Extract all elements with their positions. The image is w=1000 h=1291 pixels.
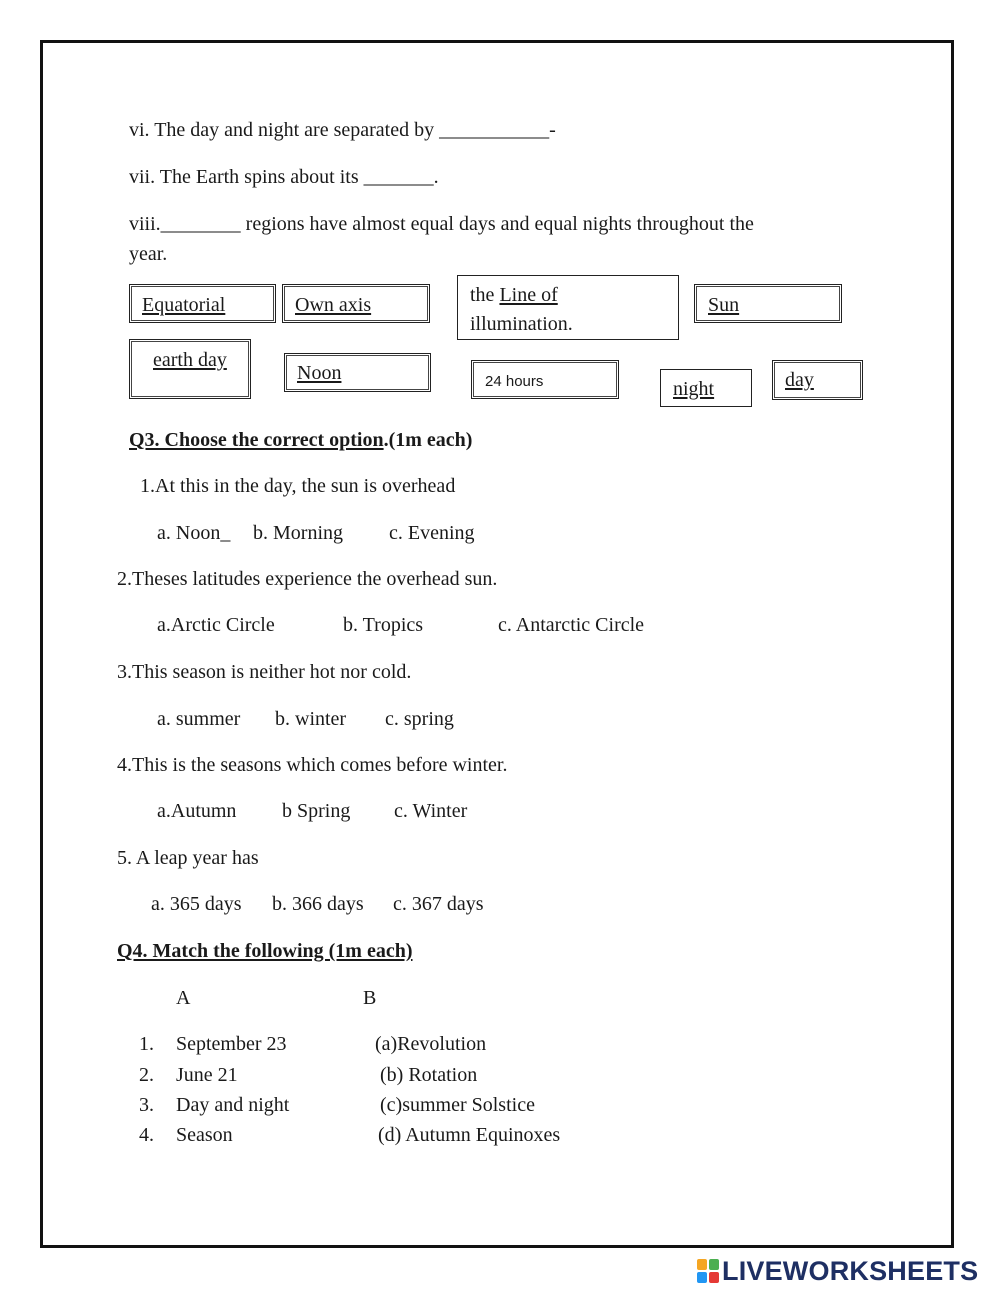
q4-item-b[interactable]: (c)summer Solstice — [380, 1094, 535, 1116]
q3-question-4: 4.This is the seasons which comes before winter. — [117, 754, 508, 776]
word-night: night — [673, 378, 715, 400]
q4-item-a[interactable]: Day and night — [176, 1094, 290, 1116]
word-box-noon[interactable] — [284, 353, 431, 392]
q4-row-number: 2. — [139, 1064, 154, 1086]
q3-question-2: 2.Theses latitudes experience the overhead sun. — [117, 568, 498, 590]
q4-item-b[interactable]: (a)Revolution — [375, 1033, 487, 1055]
word-line-prefix: the — [470, 284, 500, 306]
word-box-own-axis[interactable] — [282, 284, 430, 323]
logo-square-icon — [709, 1272, 719, 1283]
q4-row-number: 1. — [139, 1033, 154, 1055]
word-box-equatorial[interactable] — [129, 284, 276, 323]
word-illumination: illumination. — [470, 313, 573, 335]
q4-item-a[interactable]: Season — [176, 1124, 233, 1146]
logo-square-icon — [697, 1259, 707, 1270]
word-box-night[interactable] — [660, 369, 752, 407]
word-earth-day: earth day — [153, 349, 227, 371]
q4-item-a[interactable]: June 21 — [176, 1064, 238, 1086]
q3-option-3c[interactable]: c. spring — [385, 708, 454, 730]
word-sun: Sun — [708, 294, 740, 316]
blank-question-vi: vi. The day and night are separated by ___________- — [129, 119, 556, 141]
logo-square-icon — [709, 1259, 719, 1270]
q3-option-2a[interactable]: a.Arctic Circle — [157, 614, 275, 636]
q3-question-3: 3.This season is neither hot nor cold. — [117, 661, 412, 683]
q4-column-b-header: B — [363, 987, 377, 1009]
liveworksheets-logo-icon — [697, 1259, 719, 1283]
q3-question-1: 1.At this in the day, the sun is overhead — [140, 475, 456, 497]
word-box-24-hours[interactable] — [471, 360, 619, 399]
word-box-line-of-illumination[interactable] — [457, 275, 679, 340]
q4-column-a-header: A — [176, 987, 191, 1009]
q3-option-1b[interactable]: b. Morning — [253, 522, 343, 544]
word-24-hours: 24 hours — [485, 373, 544, 390]
q4-item-a[interactable]: September 23 — [176, 1033, 287, 1055]
blank-question-viii-cont: year. — [129, 243, 168, 265]
liveworksheets-brand: LIVEWORKSHEETS — [722, 1255, 979, 1286]
q3-option-4c[interactable]: c. Winter — [394, 800, 468, 822]
word-noon: Noon — [297, 362, 342, 384]
word-line-of-illumination — [470, 283, 558, 307]
q3-option-3b[interactable]: b. winter — [275, 708, 347, 730]
q4-row-number: 4. — [139, 1124, 154, 1146]
q3-option-2c[interactable]: c. Antarctic Circle — [498, 614, 645, 636]
q3-heading-rest: .(1m each) — [383, 429, 473, 451]
blank-question-vii: vii. The Earth spins about its _______. — [129, 166, 439, 188]
q3-option-4b[interactable]: b Spring — [282, 800, 351, 822]
word-own-axis: Own axis — [295, 294, 372, 316]
q3-question-5: 5. A leap year has — [117, 847, 259, 869]
q3-option-2b[interactable]: b. Tropics — [343, 614, 424, 636]
q3-heading — [129, 428, 472, 452]
q4-row-number: 3. — [139, 1094, 154, 1116]
q4-item-b[interactable]: (d) Autumn Equinoxes — [378, 1124, 561, 1146]
blank-question-viii: viii.________ regions have almost equal days and equal nights throughout the — [129, 213, 754, 235]
word-box-sun[interactable] — [694, 284, 842, 323]
q3-option-5a[interactable]: a. 365 days — [151, 893, 242, 915]
q3-option-4a[interactable]: a.Autumn — [157, 800, 237, 822]
q3-option-5b[interactable]: b. 366 days — [272, 893, 364, 915]
word-box-day[interactable] — [772, 360, 863, 400]
word-day: day — [785, 369, 814, 391]
q3-option-1a[interactable]: a. Noon_ — [157, 522, 231, 544]
word-equatorial: Equatorial — [142, 294, 226, 316]
liveworksheets-logo — [697, 1255, 978, 1287]
q3-option-3a[interactable]: a. summer — [157, 708, 241, 730]
word-line-of: Line of — [499, 284, 558, 306]
q4-heading: Q4. Match the following (1m each) — [117, 940, 413, 962]
word-box-earth-day[interactable] — [129, 339, 251, 399]
q4-item-b[interactable]: (b) Rotation — [380, 1064, 478, 1086]
q3-heading-main: Q3. Choose the correct option — [129, 429, 384, 451]
q3-option-1c[interactable]: c. Evening — [389, 522, 475, 544]
q3-option-5c[interactable]: c. 367 days — [393, 893, 484, 915]
logo-square-icon — [697, 1272, 707, 1283]
